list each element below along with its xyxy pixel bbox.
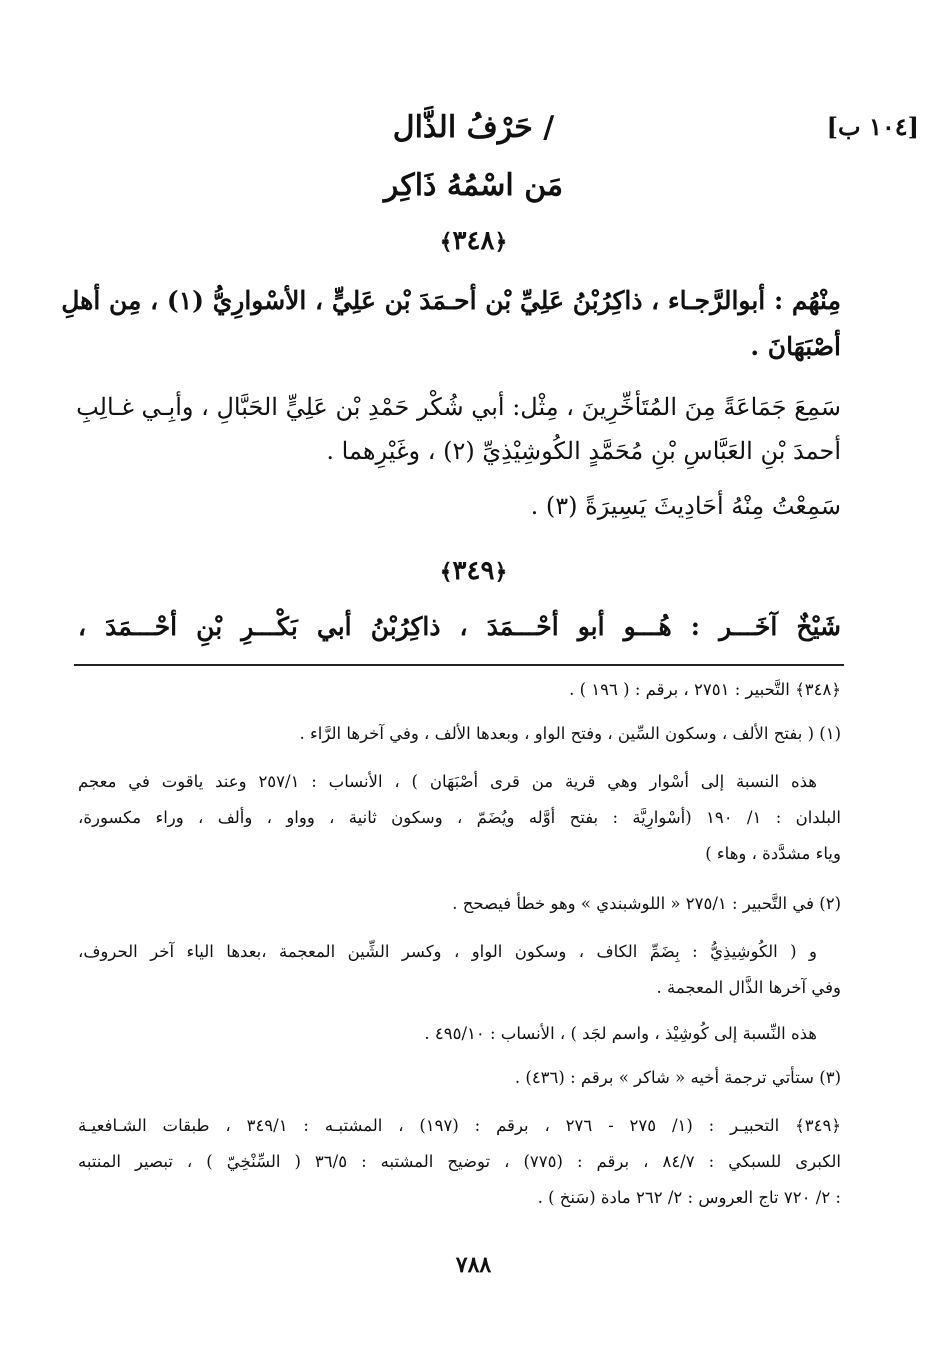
footnote-line: (٣) ستأتي ترجمة أخيه « شاكر » برقم : (٤٣٦) . [514, 1068, 841, 1087]
entry-349-line-1: شَيْخٌ آخَـــر : هُـــو أبو أحْـــمَدَ ، ذاكِرُبْنُ أبي بَكْـــرِ بْنِ أحْـــمَدَ ، [78, 612, 841, 641]
footnote-line: الكبرى للسبكي : ٨٤/٧ ، برقم : (٧٧٥) ، توضيح المشتبه : ٣٦/٥ ( السِّنْخِيّ ) ، تبصير المنتبه [78, 1152, 841, 1171]
chapter-title: / حَرْفُ الذَّال [392, 110, 555, 145]
entry-number-349: ﴿٣٤٩﴾ [439, 556, 508, 586]
ornament-icon: ﴿ [494, 559, 508, 585]
footnote-line: و ( الكُوشِيذِيُّ : بِضَمِّ الكاف ، وسكون الواو ، وكسر الشِّين المعجمة ،بعدها الياء آخر الحروف، [78, 942, 817, 961]
ornament-icon: ﴾ [439, 559, 453, 585]
footnote-line: (٢) في التَّحبير : ٢٧٥/١ « اللوشبندي » وهو خطأ فيصحح . [452, 894, 841, 913]
footnote-line: وياء مشدَّدة ، وهاء ) [705, 844, 841, 863]
entry-348-para2-line-2: أحمدَ بْنِ العَبَّاسِ بْنِ مُحَمَّدٍ الكُوشِيْذِيِّ (٢) ، وغَيْرِهما . [326, 437, 841, 465]
footnote-divider [74, 664, 844, 666]
footnote-line: البلدان : ١/ ١٩٠ (أسْوارِيَّة : بفتح أوَّله ويُضَمّ ، وسكون ثانية ، وواو ، وألف ، وراء مكسورة، [78, 808, 841, 827]
footnote-line: : ٢/ ٧٢٠ تاج العروس : ٢/ ٢٦٢ مادة (سَنخ ) . [537, 1188, 841, 1207]
footnote-line: هذه النِّسبة إلى كُوشِيْذ ، واسم لجَد ) ، الأنساب : ٤٩٥/١٠ . [424, 1024, 817, 1043]
ornament-icon: ﴾ [439, 229, 453, 255]
footnote-line: هذه النسبة إلى أسْوار وهي قرية من قرى أصْبَهَان ) ، الأنساب : ٢٥٧/١ وعند ياقوت في معجم [78, 772, 817, 791]
footnote-line: ﴿٣٤٩﴾ التحبيـر : (١/ ٢٧٥ - ٢٧٦ ، برقم : (١٩٧) ، المشتبـه : ٣٤٩/١ ، طبقات الشـافعيـة [78, 1116, 841, 1135]
footnote-line: (١) ( بفتح الألف ، وسكون السِّين ، وفتح الواو ، وبعدها الألف ، وفي آخرها الرَّاء . [299, 724, 841, 743]
entry-number-348: ﴿٣٤٨﴾ [439, 226, 508, 256]
ornament-icon: ﴿ [494, 229, 508, 255]
section-title: مَن اسْمُهُ ذَاكِر [383, 168, 564, 203]
entry-348-para2-line-1: سَمِعَ جَمَاعَةً مِنَ المُتَأخِّرِينَ ، مِثْل: أبي شُكْر حَمْدِ بْن عَلِيٍّ الحَبَّالِ ، وأبِـي غـالِبِ [76, 393, 841, 421]
page-number: ٧٨٨ [455, 1252, 492, 1278]
footnote-line: وفي آخرها الذَّال المعجمة . [656, 978, 841, 997]
entry-348-line-1: مِنْهُم : أبوالرَّجـاء ، ذاكِرُبْنُ عَلِيِّ بْن أحـمَدَ بْن عَلِيٍّ ، الأسْوارِيُّ (١) ، مِن أهلِ [61, 286, 841, 315]
folio-marker: [١٠٤ ب] [826, 112, 919, 141]
entry-348-para3: سَمِعْتُ مِنْهُ أحَادِيثَ يَسِيرَةً (٣) . [530, 492, 841, 520]
footnote-line: ﴿٣٤٨﴾ التَّحبير : ٢٧٥١ ، برقم : ( ١٩٦ ) . [569, 680, 841, 699]
entry-348-line-2: أصْبَهَانَ . [750, 332, 841, 361]
